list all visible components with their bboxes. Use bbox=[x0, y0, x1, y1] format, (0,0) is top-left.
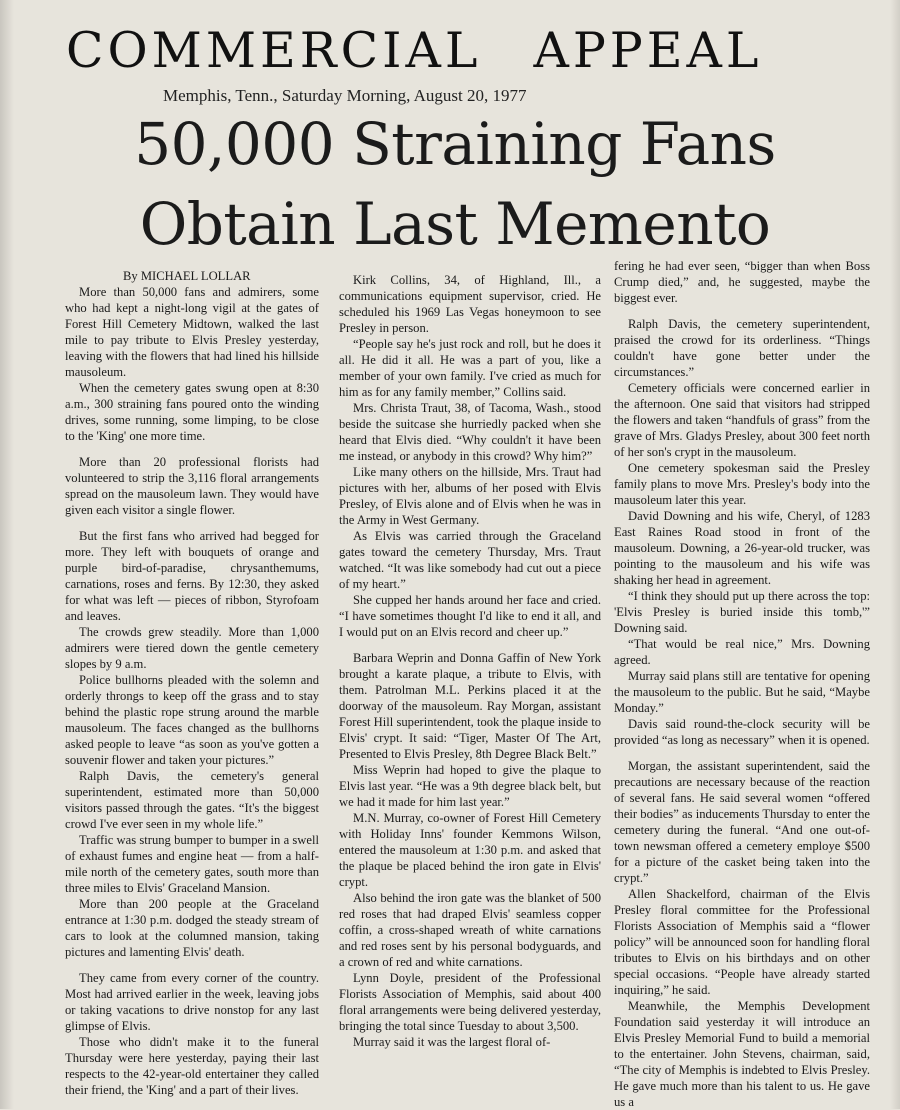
paragraph: More than 20 professional florists had volunteered to strip the 3,116 floral arrangements spread on the mausoleum lawn. They would have given each visitor a single flower. bbox=[65, 455, 319, 517]
headline bbox=[50, 104, 860, 264]
paragraph: Davis said round-the-clock security will be provided “as long as necessary” when it is opened. bbox=[614, 717, 870, 747]
page-left-edge bbox=[0, 0, 14, 1109]
paragraph: Mrs. Christa Traut, 38, of Tacoma, Wash., stood beside the suitcase she hurriedly packed when she heard that Elvis died. “Why couldn't it have been me instead, or anybody in this crowd? Why him?” bbox=[339, 401, 601, 463]
paragraph: When the cemetery gates swung open at 8:30 a.m., 300 straining fans poured onto the winding drives, some running, some limping, to be close to the 'King' one more time. bbox=[65, 381, 319, 443]
paragraph: Police bullhorns pleaded with the solemn and orderly throngs to keep off the grass and to stay behind the plastic rope strung around the marble mausoleum. The faces changed as the bullhorns asked people to leave “as soon as you've gotten a souvenir flower and taken your pictures.” bbox=[65, 673, 319, 767]
masthead-right: APPEAL bbox=[533, 22, 763, 79]
paragraph: “I think they should put up there across the top: 'Elvis Presley is buried inside this tomb,'” Downing said. bbox=[614, 589, 870, 635]
paragraph: David Downing and his wife, Cheryl, of 1283 East Raines Road stood in front of the mausoleum. Downing, a 26-year-old trucker, was pointing to the mausoleum and his wife was shaking her head in agreement. bbox=[614, 509, 870, 587]
paragraph: Morgan, the assistant superintendent, said the precautions are necessary because of the reaction of several fans. He said several women “offered their bodies” as inducements Thursday to enter the cemetery during the funeral. “And one out-of-town newsman offered a cemetery employe $500 for a picture of the casket being taken into the crypt.” bbox=[614, 759, 870, 885]
masthead-left: COMMERCIAL bbox=[66, 22, 482, 79]
masthead bbox=[66, 22, 836, 80]
paragraph: Those who didn't make it to the funeral Thursday were here yesterday, paying their last respects to the 42-year-old entertainer they called their friend, the 'King' and a part of their lives. bbox=[65, 1035, 319, 1097]
paragraph: Barbara Weprin and Donna Gaffin of New York brought a karate plaque, a tribute to Elvis, with them. Patrolman M.L. Perkins placed it at the doorway of the mausoleum. Ray Morgan, assistant Forest Hill superintendent, took the plaque inside to Elvis' crypt. It said: “Tiger, Master Of The Art, Presented to Elvis Presley, 8th Degree Black Belt.” bbox=[339, 651, 601, 761]
paragraph: Ralph Davis, the cemetery superintendent, praised the crowd for its orderliness. “Things couldn't have gone better under the circumstances.” bbox=[614, 317, 870, 379]
paragraph: Meanwhile, the Memphis Development Foundation said yesterday it will introduce an Elvis Presley Memorial Fund to build a memorial to the entertainer. John Stevens, chairman, said, “The city of Memphis is indebted to Elvis Presley. He gave much more than his talent to us. He gave us a bbox=[614, 999, 870, 1109]
paragraph: “That would be real nice,” Mrs. Downing agreed. bbox=[614, 637, 870, 667]
paragraph: Allen Shackelford, chairman of the Elvis Presley floral committee for the Professional Florists Association of Memphis said a “flower policy” will be announced soon for handling floral tributes to Elvis on his birthdays and on other special occasions. “People have already started inquiring,” he said. bbox=[614, 887, 870, 997]
paragraph: fering he had ever seen, “bigger than when Boss Crump died,” and, he suggested, maybe the biggest ever. bbox=[614, 259, 870, 305]
newspaper-clipping bbox=[20, 0, 880, 1109]
paragraph: Miss Weprin had hoped to give the plaque to Elvis last year. “He was a 9th degree black belt, but we had it made for him last year.” bbox=[339, 763, 601, 809]
headline-line-1: 50,000 Straining Fans bbox=[134, 110, 776, 178]
paragraph: Murray said plans still are tentative for opening the mausoleum to the public. But he said, “Maybe Monday.” bbox=[614, 669, 870, 715]
paragraph: Traffic was strung bumper to bumper in a swell of exhaust fumes and engine heat — from a half-mile north of the cemetery gates, south more than three miles to Elvis' Graceland Mansion. bbox=[65, 833, 319, 895]
paragraph: As Elvis was carried through the Graceland gates toward the cemetery Thursday, Mrs. Traut watched. “It was like somebody had cut out a piece of my heart.” bbox=[339, 529, 601, 591]
paragraph: She cupped her hands around her face and cried. “I have sometimes thought I'd like to end it all, and I would put on an Elvis record and cheer up.” bbox=[339, 593, 601, 639]
paragraph: But the first fans who arrived had begged for more. They left with bouquets of orange and purple bird-of-paradise, chrysanthemums, carnations, roses and ferns. By 12:30, they asked for what was left — pieces of ribbon, Styrofoam and leaves. bbox=[65, 529, 319, 623]
paragraph: Cemetery officials were concerned earlier in the afternoon. One said that visitors had stripped the flowers and taken “handfuls of grass” from the grave of Mrs. Gladys Presley, about 300 feet north of her son's crypt in the mausoleum. bbox=[614, 381, 870, 459]
paragraph: The crowds grew steadily. More than 1,000 admirers were tiered down the gentle cemetery slopes by 9 a.m. bbox=[65, 625, 319, 671]
headline-line-2: Obtain Last Memento bbox=[139, 190, 771, 258]
paragraph: More than 200 people at the Graceland entrance at 1:30 p.m. dodged the steady stream of cars to look at the columned mansion, taking pictures and lamenting Elvis' death. bbox=[65, 897, 319, 959]
paragraph: They came from every corner of the country. Most had arrived earlier in the week, leaving jobs or taking vacations to drive nonstop for any last glimpse of Elvis. bbox=[65, 971, 319, 1033]
dateline: Memphis, Tenn., Saturday Morning, August 20, 1977 bbox=[163, 86, 527, 105]
paragraph: Kirk Collins, 34, of Highland, Ill., a communications equipment supervisor, cried. He scheduled his 1969 Las Vegas honeymoon to see Presley in person. bbox=[339, 273, 601, 335]
paragraph: M.N. Murray, co-owner of Forest Hill Cemetery with Holiday Inns' founder Kemmons Wilson, entered the mausoleum at 1:30 p.m. and asked that the plaque be placed behind the iron gate in Elvis' crypt. bbox=[339, 811, 601, 889]
byline: By MICHAEL LOLLAR bbox=[123, 269, 251, 283]
article-column-2 bbox=[339, 272, 601, 1107]
paragraph: More than 50,000 fans and admirers, some who had kept a night-long vigil at the gates of Forest Hill Cemetery Midtown, walked the last mile to pay tribute to Elvis Presley yesterday, leaving with the flowers that had lined his hillside mausoleum. bbox=[65, 285, 319, 379]
paragraph: One cemetery spokesman said the Presley family plans to move Mrs. Presley's body into the mausoleum later this year. bbox=[614, 461, 870, 507]
paragraph: Also behind the iron gate was the blanket of 500 red roses that had draped Elvis' seamless copper coffin, a cross-shaped wreath of white carnations and red roses sent by his personal bodyguards, and a crown of red and white carnations. bbox=[339, 891, 601, 969]
paragraph: “People say he's just rock and roll, but he does it all. He did it all. He was a part of you, like a member of your own family. I've cried as much for him as for any family member,” Collins said. bbox=[339, 337, 601, 399]
paragraph: Ralph Davis, the cemetery's general superintendent, estimated more than 50,000 visitors passed through the gates. “It's the biggest crowd I've ever seen in my whole life.” bbox=[65, 769, 319, 831]
article-column-3 bbox=[614, 258, 870, 1109]
paragraph: Lynn Doyle, president of the Professional Florists Association of Memphis, said about 400 floral arrangements were being delivered yesterday, bringing the total since Tuesday to about 3,500. bbox=[339, 971, 601, 1033]
page-right-edge bbox=[890, 0, 900, 1109]
article-column-1 bbox=[65, 268, 319, 1103]
paragraph: Like many others on the hillside, Mrs. Traut had pictures with her, albums of her posed with Elvis Presley, of Elvis alone and of Elvis when he was in the Army in West Germany. bbox=[339, 465, 601, 527]
paragraph: Murray said it was the largest floral of- bbox=[353, 1035, 551, 1049]
